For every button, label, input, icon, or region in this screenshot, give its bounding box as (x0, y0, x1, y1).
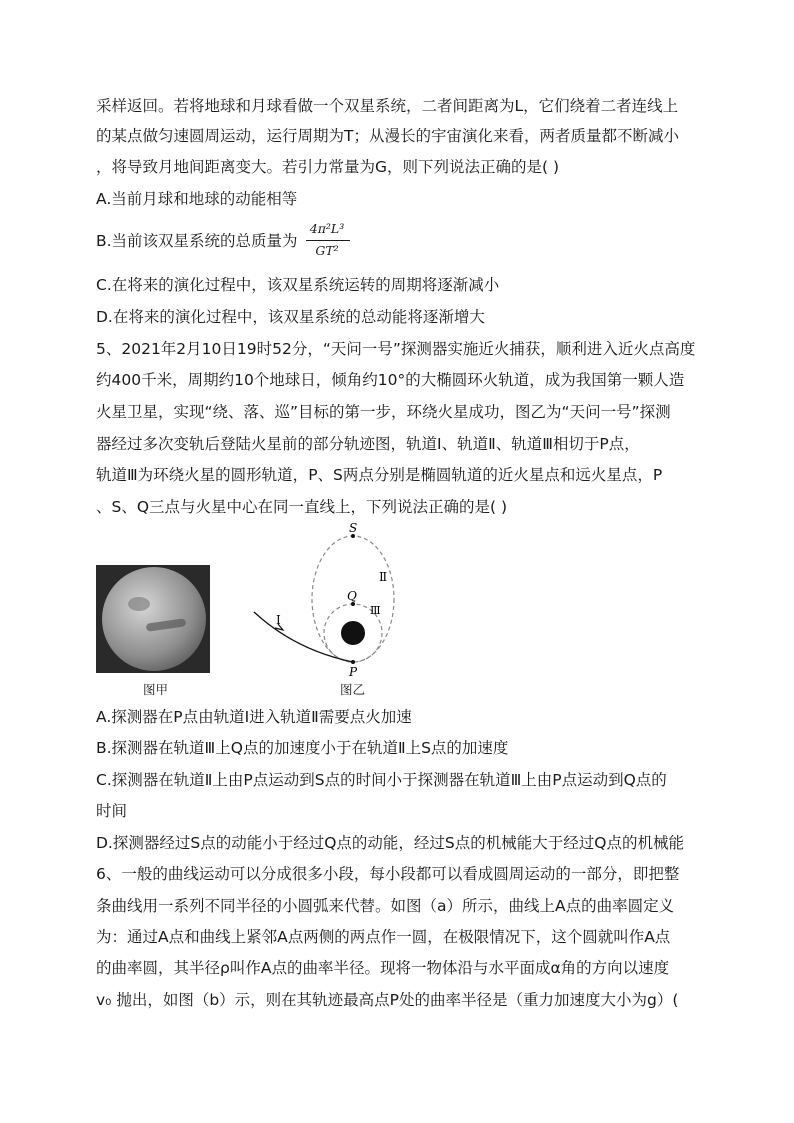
text-line: 的某点做匀速圆周运动，运行周期为T；从漫长的宇宙演化来看，两者质量都不断减小 (96, 127, 679, 145)
text-line: 火星卫星，实现“绕、落、巡”目标的第一步，环绕火星成功，图乙为“天问一号”探测 (96, 403, 671, 421)
text-line: 采样返回。若将地球和月球看做一个双星系统，二者间距离为L，它们绕着二者连线上 (96, 97, 679, 115)
option-d-q5: D.探测器经过S点的动能小于经过Q点的动能，经过S点的机械能大于经过Q点的机械能 (96, 834, 684, 852)
figure-b-caption: 图乙 (340, 682, 366, 697)
figure-a-caption: 图甲 (143, 682, 169, 697)
text-line: v₀ 抛出，如图（b）示，则在其轨迹最高点P处的曲率半径是（重力加速度大小为g）( (96, 991, 679, 1009)
mars-surface-feature (128, 597, 150, 611)
label-orbit-iii: Ⅲ (370, 604, 381, 617)
label-s: S (349, 521, 358, 535)
mars-photo (96, 565, 210, 673)
formula-numerator: 4π²L³ (309, 221, 345, 236)
option-c-q5: C.探测器在轨道Ⅱ上由P点运动到S点的时间小于探测器在轨道Ⅲ上由P点运动到Q点的 (96, 771, 667, 789)
option-c-q4: C.在将来的演化过程中，该双星系统运转的周期将逐渐减小 (96, 276, 500, 294)
text-line: 约400千米，周期约10个地球日，倾角约10°的大椭圆环火轨道，成为我国第一颗人造 (96, 371, 685, 389)
text-line: 、S、Q三点与火星中心在同一直线上，下列说法正确的是( ) (96, 498, 508, 516)
label-orbit-ii: Ⅱ (379, 570, 388, 584)
mass-formula (304, 221, 352, 263)
option-a-q4: A.当前月球和地球的动能相等 (96, 190, 298, 208)
text-line: 的曲率圆，其半径ρ叫作A点的曲率半径。现将一物体沿与水平面成α角的方向以速度 (96, 959, 670, 977)
point-p-dot (351, 660, 355, 664)
text-line: ，将导致月地间距离变大。若引力常量为G，则下列说法正确的是( ) (96, 158, 560, 176)
text-line: 器经过多次变轨后登陆火星前的部分轨迹图，轨道Ⅰ、轨道Ⅱ、轨道Ⅲ相切于P点， (96, 435, 640, 453)
text-line: 时间 (96, 802, 128, 820)
option-a-q5: A.探测器在P点由轨道Ⅰ进入轨道Ⅱ需要点火加速 (96, 708, 412, 726)
label-orbit-i: Ⅰ (276, 613, 281, 627)
question-6-line: 6、一般的曲线运动可以分成很多小段，每小段都可以看成圆周运动的一部分，即把整 (96, 865, 680, 883)
text-line: 条曲线用一系列不同半径的小圆弧来代替。如图（a）所示，曲线上A点的曲率圆定义 (96, 897, 675, 915)
orbit-diagram (240, 520, 430, 680)
orbit-i-path (254, 612, 353, 662)
option-b-q4: B.当前该双星系统的总质量为 (96, 232, 298, 250)
label-q: Q (347, 589, 357, 603)
label-p: P (349, 665, 358, 679)
option-b-q5: B.探测器在轨道Ⅲ上Q点的加速度小于在轨道Ⅱ上S点的加速度 (96, 739, 509, 757)
mars-canyon-feature (146, 618, 187, 631)
mars-sphere (102, 567, 206, 671)
question-5-line: 5、2021年2月10日19时52分，“天问一号”探测器实施近火捕获，顺利进入近火点高度 (96, 340, 696, 358)
option-d-q4: D.在将来的演化过程中，该双星系统的总动能将逐渐增大 (96, 308, 485, 326)
mars-body (341, 621, 365, 645)
fraction-bar (306, 240, 350, 241)
formula-denominator: GT² (315, 243, 339, 258)
text-line: 为：通过A点和曲线上紧邻A点两侧的两点作一圆，在极限情况下，这个圆就叫作A点 (96, 928, 671, 946)
text-line: 轨道Ⅲ为环绕火星的圆形轨道，P、S两点分别是椭圆轨道的近火星点和远火星点，P (96, 466, 663, 484)
